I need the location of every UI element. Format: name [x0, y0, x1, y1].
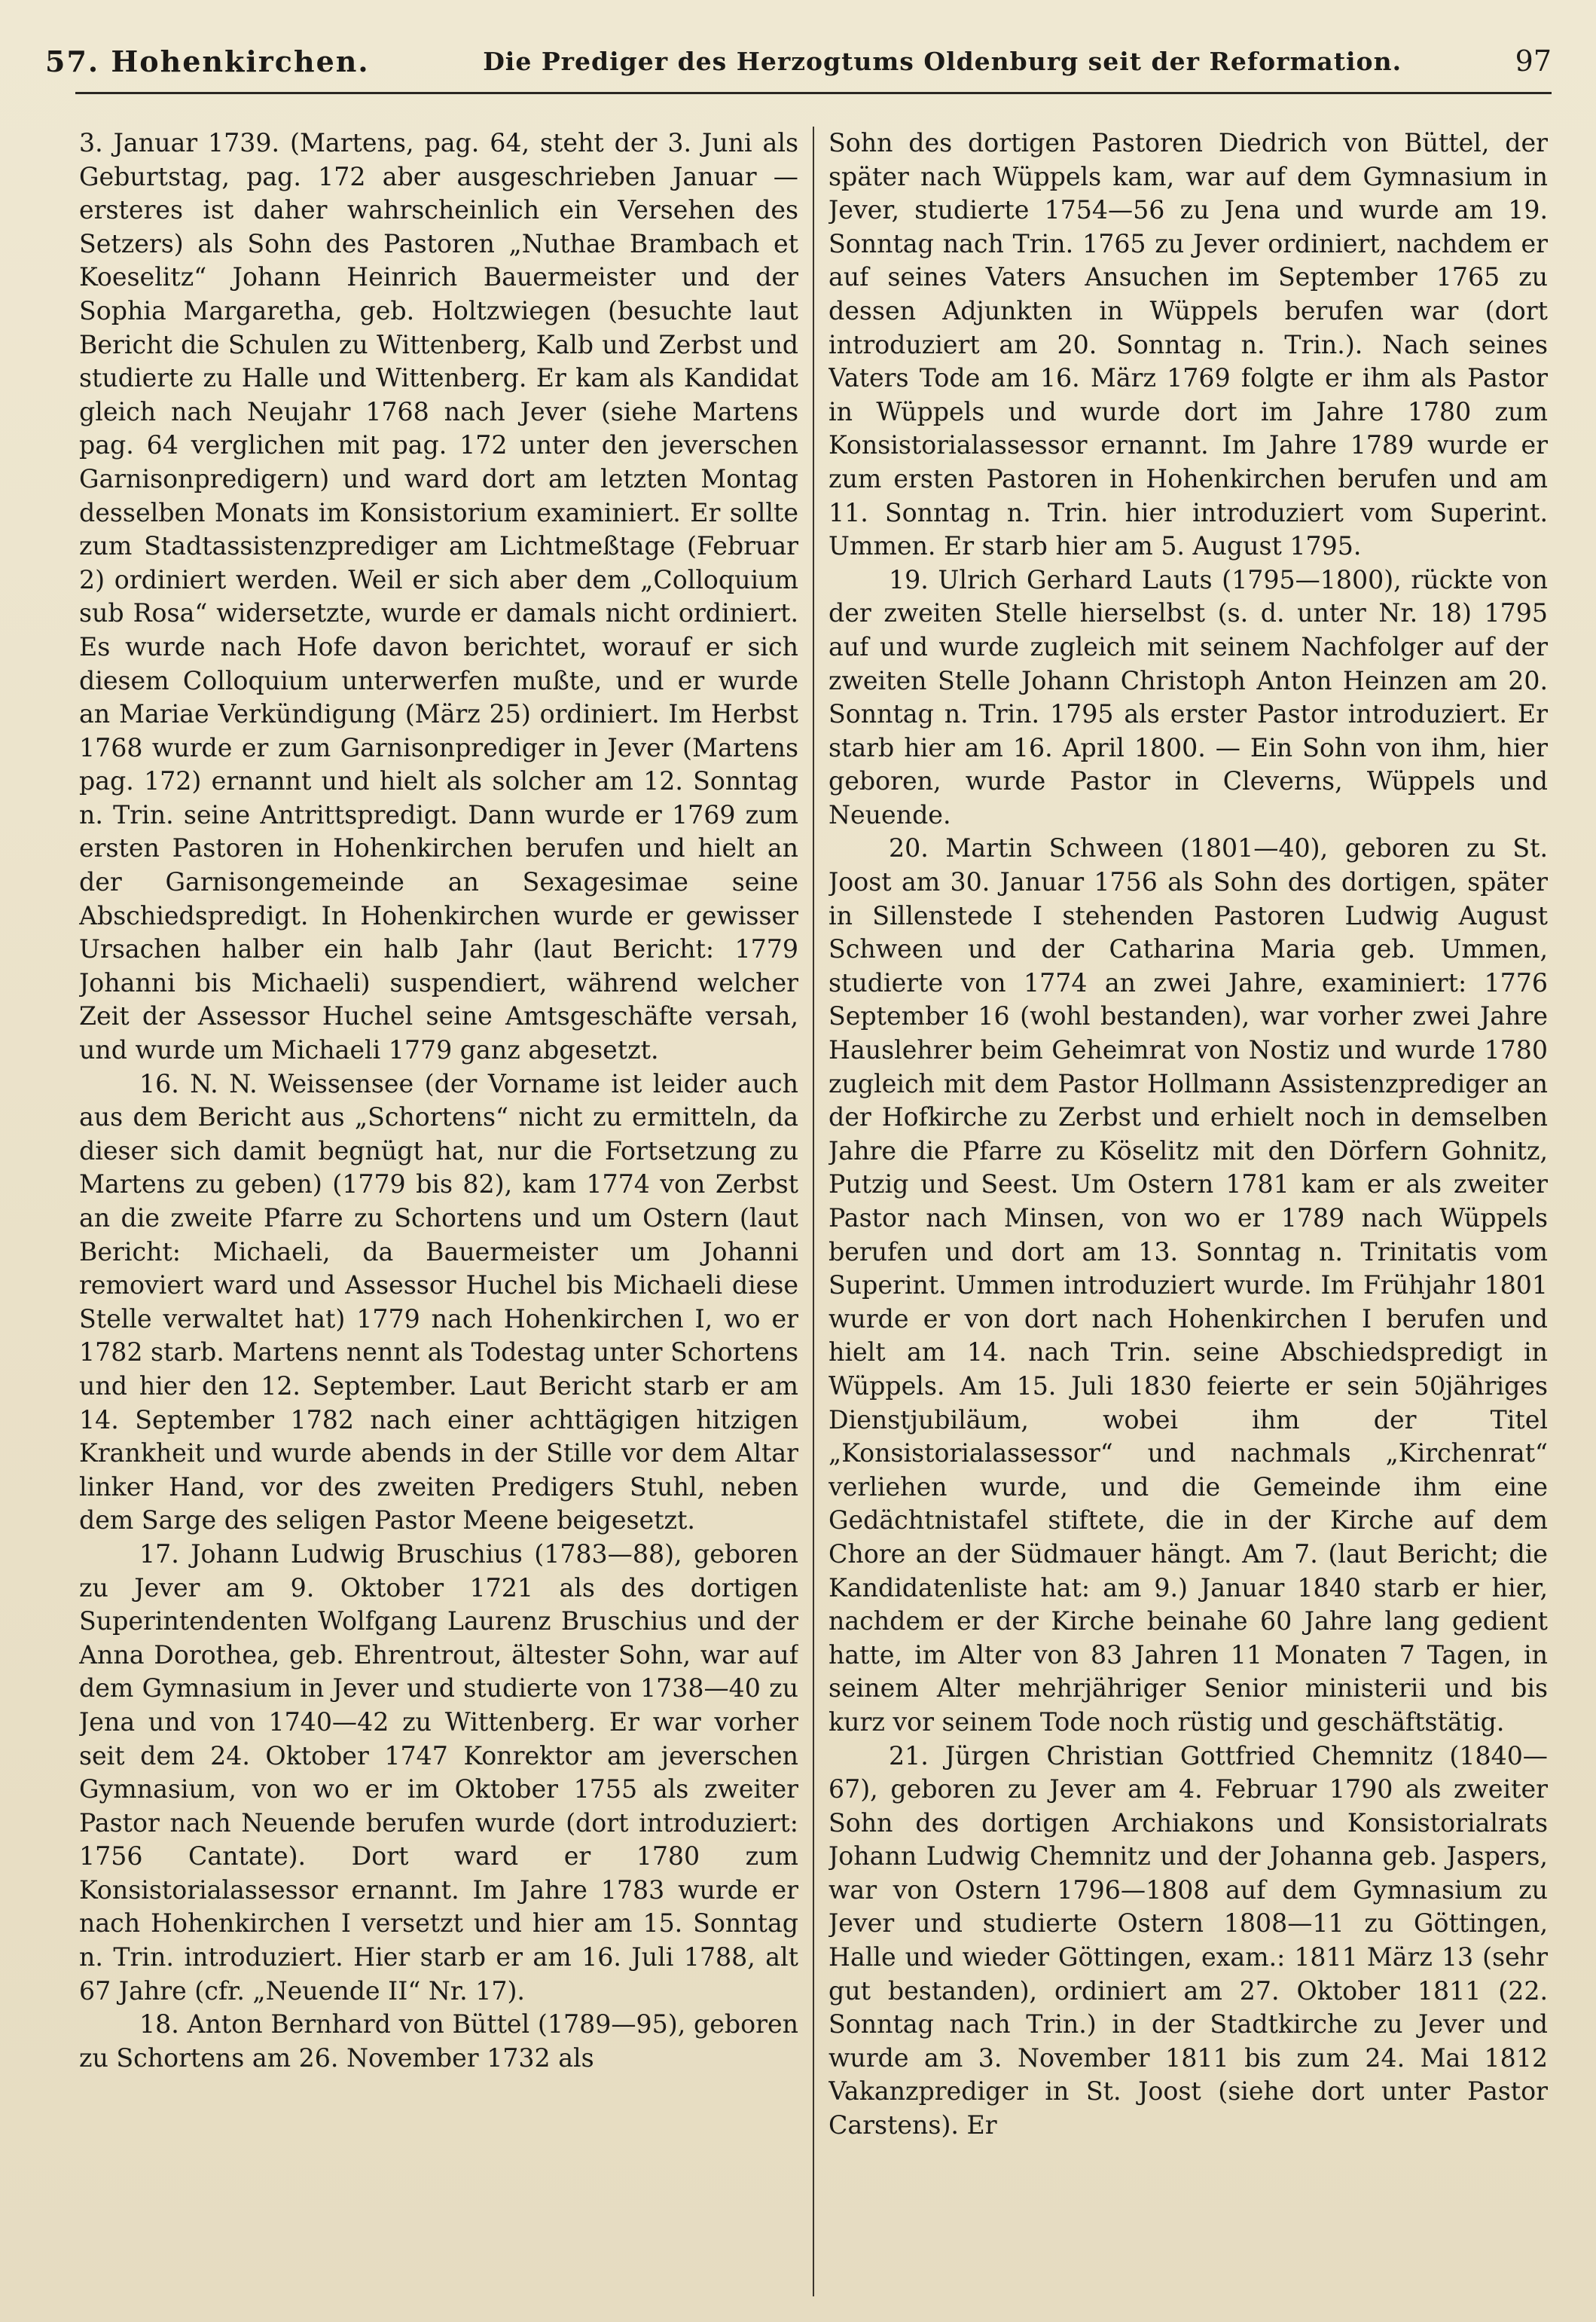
section-heading: 57. Hohenkirchen. [45, 44, 370, 78]
entry-21: 21. Jürgen Christian Gottfried Chemnitz (1840—67), geboren zu Jever am 4. Februar 1790 als zweiter Sohn des dortigen Archiakons und Konsistorialrats Johann Ludwig Chemnitz und der Johanna geb. Jaspers, war von Ostern 1796—1808 auf dem Gymnasium zu Jever und studierte Ostern 1808—11 zu Göttingen, Halle und wieder Göttingen, exam.: 1811 März 13 (sehr gut bestanden), ordiniert am 27. Oktober 1811 (22. Sonntag nach Trin.) in der Stadtkirche zu Jever und wurde am 3. November 1811 bis zum 24. Mai 1812 Vakanzprediger in St. Joost (siehe dort unter Pastor Carstens). Er [829, 1740, 1548, 2140]
paragraph: 3. Januar 1739. (Martens, pag. 64, steht der 3. Juni als Geburtstag, pag. 172 aber ausgeschrieben Januar — ersteres ist daher wahrscheinlich ein Versehen des Setzers) als Sohn des Pastoren „Nuthae Brambach et Koeselitz“ Johann Heinrich Bauermeister und der Sophia Margaretha, geb. Holtzwiegen (besuchte laut Bericht die Schulen zu Wittenberg, Kalb und Zerbst und studierte zu Halle und Wittenberg. Er kam als Kandidat gleich nach Neujahr 1768 nach Jever (siehe Martens pag. 64 verglichen mit pag. 172 unter den jeverschen Garnisonpredigern) und ward dort am letzten Montag desselben Monats im Konsistorium examiniert. Er sollte zum Stadtassistenzprediger am Lichtmeßtage (Februar 2) ordiniert werden. Weil er sich aber dem „Colloquium sub Rosa“ widersetzte, wurde er damals nicht ordiniert. Es wurde nach Hofe davon berichtet, worauf er sich diesem Colloquium unterwerfen mußte, und er wurde an Mariae Verkündigung (März 25) ordiniert. Im Herbst 1768 wurde er zum Garnisonprediger in Jever (Martens pag. 172) ernannt und hielt als solcher am 12. Sonntag n. Trin. seine Antrittspredigt. Dann wurde er 1769 zum ersten Pastoren in Hohenkirchen berufen und hielt an der Garnisongemeinde an Sexagesimae seine Abschiedspredigt. In Hohenkirchen wurde er gewisser Ursachen halber ein halb Jahr (laut Bericht: 1779 Johanni bis Michaeli) suspendiert, während welcher Zeit der Assessor Huchel seine Amtsgeschäfte versah, und wurde um Michaeli 1779 ganz abgesetzt. [79, 128, 798, 1065]
right-column [829, 127, 1548, 2296]
left-column [79, 127, 798, 2296]
entry-18: 18. Anton Bernhard von Büttel (1789—95), geboren zu Schortens am 26. November 1732 als [79, 2009, 798, 2073]
entry-17: 17. Johann Ludwig Bruschius (1783—88), geboren zu Jever am 9. Oktober 1721 als des dortigen Superintendenten Wolfgang Laurenz Bruschius und der Anna Dorothea, geb. Ehrentrout, ältester Sohn, war auf dem Gymnasium in Jever und studierte von 1738—40 zu Jena und von 1740—42 zu Wittenberg. Er war vorher seit dem 24. Oktober 1747 Konrektor am jeverschen Gymnasium, von wo er im Oktober 1755 als zweiter Pastor nach Neuende berufen wurde (dort introduziert: 1756 Cantate). Dort ward er 1780 zum Konsistorialassessor ernannt. Im Jahre 1783 wurde er nach Hohenkirchen I versetzt und hier am 15. Sonntag n. Trin. introduziert. Hier starb er am 16. Juli 1788, alt 67 Jahre (cfr. „Neuende II“ Nr. 17). [79, 1538, 798, 2006]
column-divider [813, 127, 814, 2296]
entry-16: 16. N. N. Weissensee (der Vorname ist leider auch aus dem Bericht aus „Schortens“ nicht zu ermitteln, da dieser sich damit begnügt hat, nur die Fortsetzung zu Martens zu geben) (1779 bis 82), kam 1774 von Zerbst an die zweite Pfarre zu Schortens und um Ostern (laut Bericht: Michaeli, da Bauermeister um Johanni removiert ward und Assessor Huchel bis Michaeli diese Stelle verwaltet hat) 1779 nach Hohenkirchen I, wo er 1782 starb. Martens nennt als Todestag unter Schortens und hier den 12. September. Laut Bericht starb er am 14. September 1782 nach einer achttägigen hitzigen Krankheit und wurde abends in der Stille vor dem Altar linker Hand, vor des zweiten Predigers Stuhl, neben dem Sarge des seligen Pastor Meene beigesetzt. [79, 1068, 798, 1535]
page-number: 97 [1515, 44, 1552, 78]
header-rule [75, 92, 1552, 94]
paragraph: Sohn des dortigen Pastoren Diedrich von Büttel, der später nach Wüppels kam, war auf dem Gymnasium in Jever, studierte 1754—56 zu Jena und wurde am 19. Sonntag nach Trin. 1765 zu Jever ordiniert, nachdem er auf seines Vaters Ansuchen im September 1765 zu dessen Adjunkten in Wüppels berufen war (dort introduziert am 20. Sonntag n. Trin.). Nach seines Vaters Tode am 16. März 1769 folgte er ihm als Pastor in Wüppels und wurde dort im Jahre 1780 zum Konsistorialassessor ernannt. Im Jahre 1789 wurde er zum ersten Pastoren in Hohenkirchen berufen und am 11. Sonntag n. Trin. hier introduziert vom Superint. Ummen. Er starb hier am 5. August 1795. [829, 128, 1548, 561]
entry-20: 20. Martin Schween (1801—40), geboren zu St. Joost am 30. Januar 1756 als Sohn des dortigen, später in Sillenstede I stehenden Pastoren Ludwig August Schween und der Catharina Maria geb. Ummen, studierte von 1774 an zwei Jahre, examiniert: 1776 September 16 (wohl bestanden), war vorher zwei Jahre Hauslehrer beim Geheimrat von Nostiz und wurde 1780 zugleich mit dem Pastor Hollmann Assistenzprediger an der Hofkirche zu Zerbst und erhielt noch in demselben Jahre die Pfarre zu Köselitz mit den Dörfern Gohnitz, Putzig und Seest. Um Ostern 1781 kam er als zweiter Pastor nach Minsen, von wo er 1789 nach Wüppels berufen und dort am 13. Sonntag n. Trinitatis vom Superint. Ummen introduziert wurde. Im Frühjahr 1801 wurde er von dort nach Hohenkirchen I berufen und hielt am 14. nach Trin. seine Abschiedspredigt in Wüppels. Am 15. Juli 1830 feierte er sein 50jähriges Dienstjubiläum, wobei ihm der Titel „Konsistorialassessor“ und nachmals „Kirchenrat“ verliehen wurde, und die Gemeinde ihm eine Gedächtnistafel stiftete, die in der Kirche auf dem Chore an der Südmauer hängt. Am 7. (laut Bericht; die Kandidatenliste hat: am 9.) Januar 1840 starb er hier, nachdem er der Kirche beinahe 60 Jahre lang gedient hatte, im Alter von 83 Jahren 11 Monaten 7 Tagen, in seinem Alter mehrjähriger Senior ministerii und bis kurz vor seinem Tode noch rüstig und geschäftstätig. [829, 833, 1548, 1737]
entry-19: 19. Ulrich Gerhard Lauts (1795—1800), rückte von der zweiten Stelle hierselbst (s. d. unter Nr. 18) 1795 auf und wurde zugleich mit seinem Nachfolger auf der zweiten Stelle Johann Christoph Anton Heinzen am 20. Sonntag n. Trin. 1795 als erster Pastor introduziert. Er starb hier am 16. April 1800. — Ein Sohn von ihm, hier geboren, wurde Pastor in Cleverns, Wüppels und Neuende. [829, 564, 1548, 830]
running-title: Die Prediger des Herzogtums Oldenburg seit der Reformation. [483, 46, 1402, 76]
page-header [45, 35, 1552, 87]
